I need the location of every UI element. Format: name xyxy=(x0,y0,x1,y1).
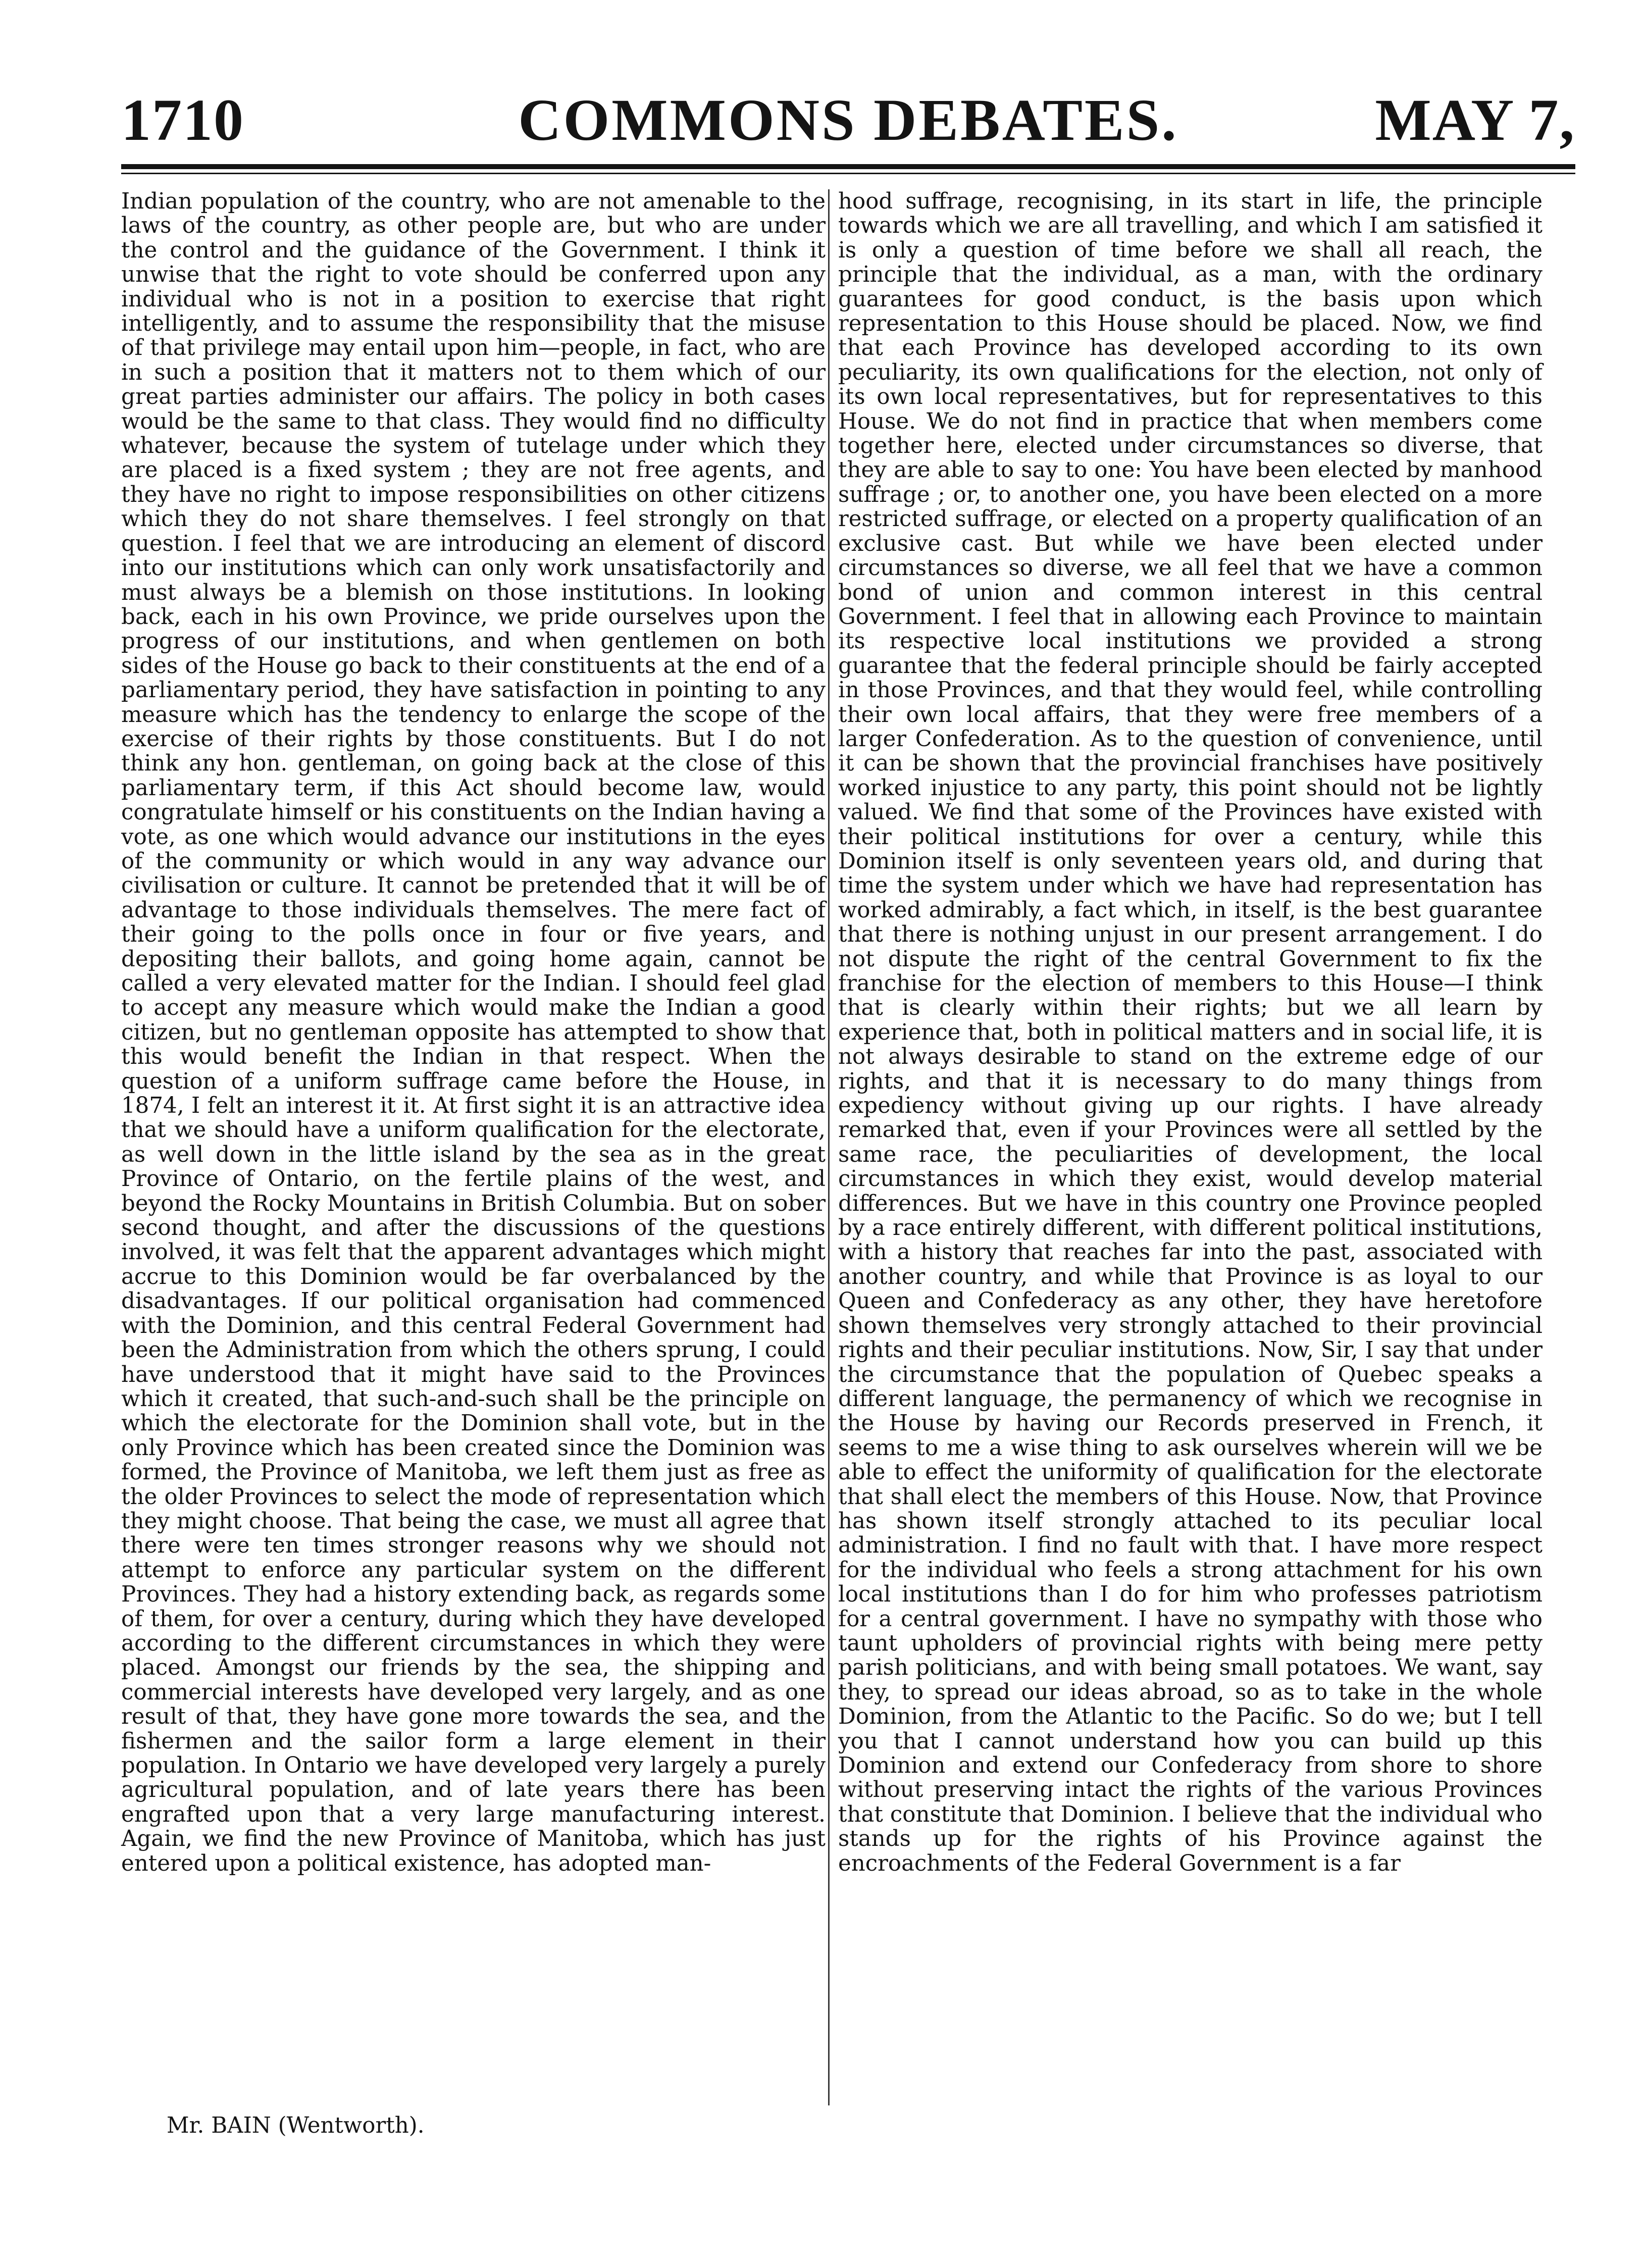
speaker-attribution: Mr. BAIN (Wentworth). xyxy=(167,2113,425,2138)
header-date: MAY 7, xyxy=(1375,87,1575,153)
running-title: COMMONS DEBATES. xyxy=(518,87,1178,153)
left-column-text: Indian population of the country, who are not amenable to the laws of the country, as other people are, but who are under the control and the guidance of the Government. I think it unwise that the right to vote should be conferred upon any individual who is not in a position to exercise that right intelligently, and to assume the responsibility that the misuse of that privilege may entail upon him—people, in fact, who are in such a position that it matters not to them which of our great parties administer our affairs. The policy in both cases would be the same to that class. They would find no difficulty whatever, because the system of tutelage under which they are placed is a fixed system ; they are not free agents, and they have no right to impose responsibilities on other citizens which they do not share themselves. I feel strongly on that question. I feel that we are introducing an element of discord into our institutions which can only work unsatisfactorily and must always be a blemish on those institutions. In looking back, each in his own Province, we pride ourselves upon the progress of our institutions, and when gentlemen on both sides of the House go back to their constituents at the end of a parliamentary period, they have satisfaction in pointing to any measure which has the tendency to enlarge the scope of the exercise of their rights by those constituents. But I do not think any hon. gentleman, on going back at the close of this parliamentary term, if this Act should become law, would congratulate himself or his constituents on the Indian having a vote, as one which would advance our institutions in the eyes of the community or which would in any way advance our civilisation or culture. It cannot be pretended that it will be of advantage to those individuals themselves. The mere fact of their going to the polls once in four or five years, and depositing their ballots, and going home again, cannot be called a very elevated matter for the Indian. I should feel glad to accept any measure which would make the Indian a good citizen, but no gentleman opposite has attempted to show that this would benefit the Indian in that respect. When the question of a uniform suffrage came before the House, in 1874, I felt an interest it it. At first sight it is an attractive idea that we should have a uniform qualification for the electorate, as well down in the little island by the sea as in the great Province of Ontario, on the fertile plains of the west, and beyond the Rocky Mountains in British Columbia. But on sober second thought, and after the discussions of the questions involved, it was felt that the apparent advantages which might accrue to this Dominion would be far overbalanced by the disadvantages. If our political organisation had commenced with the Dominion, and this central Federal Government had been the Administration from which the others sprung, I could have understood that it might have said to the Provinces which it created, that such-and-such shall be the principle on which the electorate for the Dominion shall vote, but in the only Province which has been created since the Dominion was formed, the Province of Manitoba, we left them just as free as the older Provinces to select the mode of representation which they might choose. That being the case, we must all agree that there were ten times stronger reasons why we should not attempt to enforce any particular system on the different Provinces. They had a history extending back, as regards some of them, for over a century, during which they have developed according to the different circumstances in which they were placed. Amongst our friends by the sea, the shipping and commercial interests have developed very largely, and as one result of that, they have gone more towards the sea, and the fishermen and the sailor form a large element in their population. In Ontario we have developed very largely a purely agricultural population, and of late years there has been engrafted upon that a very large manufacturing interest. Again, we find the new Province of Manitoba, which has just entered upon a political existence, has adopted man- xyxy=(121,189,826,1876)
page-header xyxy=(121,76,1575,177)
right-column-text: hood suffrage, recognising, in its start in life, the principle towards which we are all travelling, and which I am satisfied it is only a question of time before we shall all reach, the principle that the individual, as a man, with the ordinary guarantees for good conduct, is the basis upon which representation to this House should be placed. Now, we find that each Province has developed according to its own peculiarity, its own qualifications for the election, not only of its own local representatives, but for representatives to this House. We do not find in practice that when members come together here, elected under circumstances so diverse, that they are able to say to one: You have been elected by manhood suffrage ; or, to another one, you have been elected on a more restricted suffrage, or elected on a property qualification of an exclusive cast. But while we have been elected under circumstances so diverse, we all feel that we have a common bond of union and common interest in this central Government. I feel that in allowing each Province to maintain its respective local institutions we provided a strong guarantee that the federal principle should be fairly accepted in those Provinces, and that they would feel, while controlling their own local affairs, that they were free members of a larger Confederation. As to the question of convenience, until it can be shown that the provincial franchises have positively worked injustice to any party, this point should not be lightly valued. We find that some of the Provinces have existed with their political institutions for over a century, while this Dominion itself is only seventeen years old, and during that time the system under which we have had representation has worked admirably, a fact which, in itself, is the best guarantee that there is nothing unjust in our present arrangement. I do not dispute the right of the central Government to fix the franchise for the election of members to this House—I think that is clearly within their rights; but we all learn by experience that, both in political matters and in social life, it is not always desirable to stand on the extreme edge of our rights, and that it is necessary to do many things from expediency without giving up our rights. I have already remarked that, even if your Provinces were all settled by the same race, the peculiarities of development, the local circumstances in which they exist, would develop material differences. But we have in this country one Province peopled by a race entirely different, with different political institutions, with a history that reaches far into the past, associated with another country, and while that Province is as loyal to our Queen and Confederacy as any other, they have heretofore shown themselves very strongly attached to their provincial rights and their peculiar institutions. Now, Sir, I say that under the circumstance that the population of Quebec speaks a different language, the permanency of which we recognise in the House by having our Records preserved in French, it seems to me a wise thing to ask ourselves wherein will we be able to effect the uniformity of qualification for the electorate that shall elect the members of this House. Now, that Province has shown itself strongly attached to its peculiar local administration. I find no fault with that. I have more respect for the individual who feels a strong attachment for his own local institutions than I do for him who professes patriotism for a central government. I have no sympathy with those who taunt upholders of provincial rights with being mere petty parish politicians, and with being small potatoes. We want, say they, to spread our ideas abroad, so as to take in the whole Dominion, from the Atlantic to the Pacific. So do we; but I tell you that I cannot understand how you can build up this Dominion and extend our Confederacy from shore to shore without preserving intact the rights of the various Provinces that constitute that Dominion. I believe that the individual who stands up for the rights of his Province against the encroachments of the Federal Government is a far xyxy=(838,189,1543,1876)
header-rule-thin xyxy=(121,173,1575,174)
header-rule xyxy=(121,164,1575,169)
left-column xyxy=(121,189,826,1876)
column-divider xyxy=(828,189,830,2105)
page-number: 1710 xyxy=(121,87,244,153)
right-column xyxy=(838,189,1543,1876)
